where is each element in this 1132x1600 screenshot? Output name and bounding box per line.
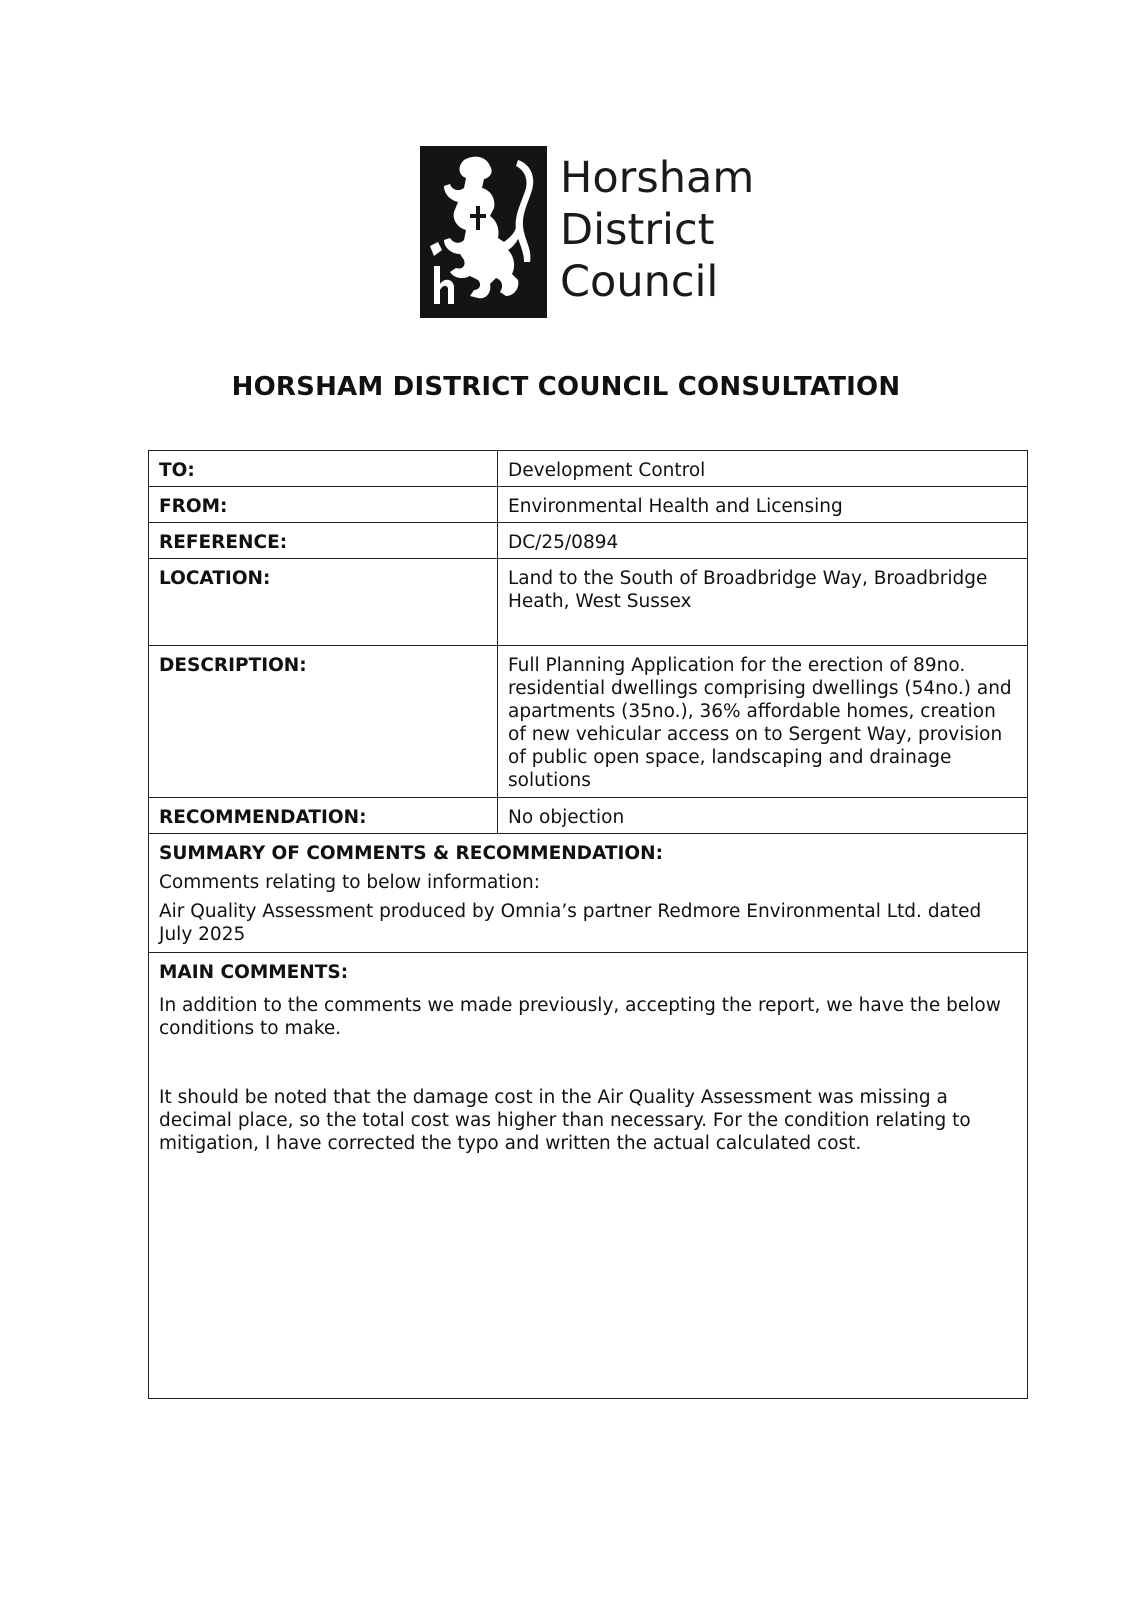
lion-crest-icon [420, 146, 547, 318]
recommendation-row [149, 798, 1028, 834]
from-label: FROM: [149, 487, 498, 523]
description-value: Full Planning Application for the erection of 89no. residential dwellings comprising dwellings (54no.) and apartments (35no.), 36% affordable homes, creation of new vehicular access on to Sergent Way, provision of public open space, landscaping and drainage solutions [498, 646, 1028, 798]
main-comments-paragraph-2: It should be noted that the damage cost in the Air Quality Assessment was missing a decimal place, so the total cost was higher than necessary. For the condition relating to mitigation, I have corrected the typo and written the actual calculated cost. [159, 1087, 971, 1154]
reference-row [149, 523, 1028, 559]
consultation-form-table [148, 450, 1028, 1399]
location-row [149, 559, 1028, 646]
from-row [149, 487, 1028, 523]
logo-wordmark [560, 152, 754, 308]
to-label: TO: [149, 451, 498, 487]
main-comments-paragraph-1: In addition to the comments we made previously, accepting the report, we have the below conditions to make. [159, 995, 1001, 1039]
to-value: Development Control [498, 451, 1028, 487]
summary-cell [149, 834, 1028, 953]
logo-line-2: District [560, 205, 715, 255]
summary-heading: SUMMARY OF COMMENTS & RECOMMENDATION: [159, 843, 664, 864]
summary-line-2: Air Quality Assessment produced by Omnia’s partner Redmore Environmental Ltd. dated July 2025 [159, 901, 982, 945]
document-title: HORSHAM DISTRICT COUNCIL CONSULTATION [231, 372, 901, 402]
main-comments-row [149, 953, 1028, 1399]
logo-line-3: Council [560, 257, 719, 307]
to-row [149, 451, 1028, 487]
main-comments-cell [149, 953, 1028, 1399]
location-label: LOCATION: [149, 559, 498, 646]
council-logo [420, 146, 755, 318]
summary-line-1: Comments relating to below information: [159, 872, 541, 893]
main-comments-heading: MAIN COMMENTS: [159, 962, 349, 983]
reference-label: REFERENCE: [149, 523, 498, 559]
location-value: Land to the South of Broadbridge Way, Broadbridge Heath, West Sussex [498, 559, 1028, 646]
description-row [149, 646, 1028, 798]
from-value: Environmental Health and Licensing [498, 487, 1028, 523]
description-label: DESCRIPTION: [149, 646, 498, 798]
recommendation-value: No objection [498, 798, 1028, 834]
summary-row [149, 834, 1028, 953]
logo-line-1: Horsham [560, 153, 755, 203]
reference-value: DC/25/0894 [498, 523, 1028, 559]
recommendation-label: RECOMMENDATION: [149, 798, 498, 834]
